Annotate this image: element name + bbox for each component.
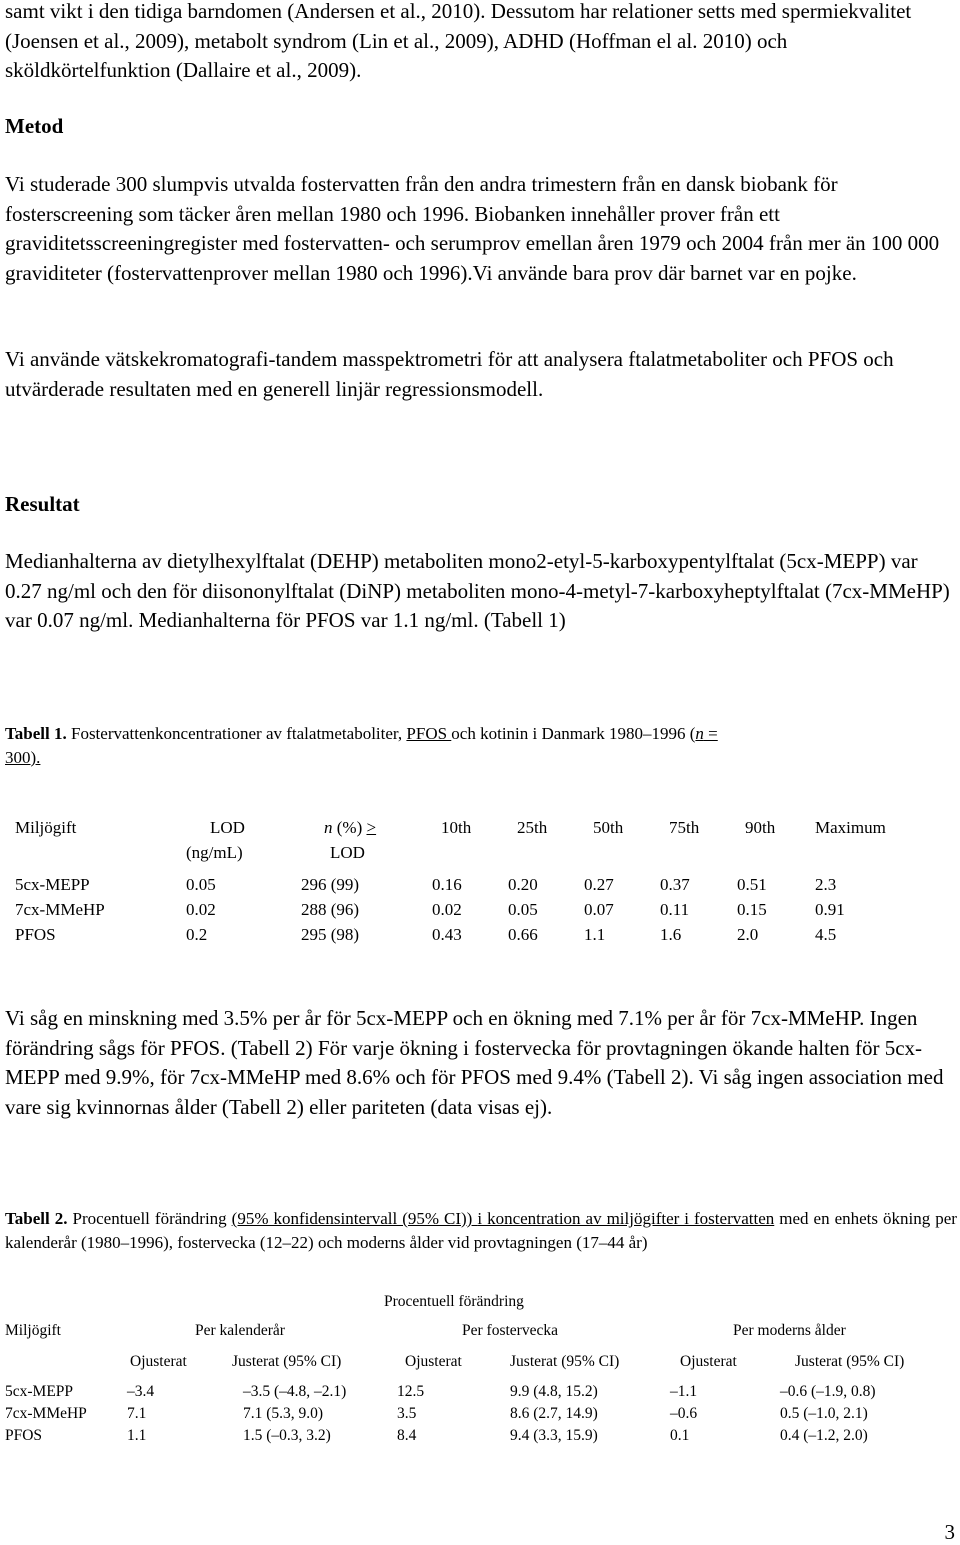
table-header-cell: Ojusterat [405,1353,462,1370]
metod-paragraph-1: Vi studerade 300 slumpvis utvalda fostervatten från den andra trimestern från en dansk biobank för fosterscreening som täcker åren mellan 1980 och 1996. Biobanken innehåller prover från ett graviditetsscreeningregister med fostervatten- och serumprov emellan åren 1979 och 2004 från mer än 100 000 graviditeter (fostervattenprover mellan 1980 och 1996).Vi använde bara prov där barnet var en pojke. [5,172,940,285]
table-cell: 0.37 [660,875,690,894]
table-header-cell: Ojusterat [680,1353,737,1370]
table-cell: 296 (99) [301,875,360,894]
table-group-header: Per kalenderår [195,1322,285,1339]
metod-paragraph-2: Vi använde vätskekromatografi-tandem masspektrometri för att analysera ftalatmetaboliter och PFOS och utvärderade resultaten med en generell linjär regressionsmodell. [5,347,894,401]
table-row-label: PFOS [5,1427,43,1444]
table-cell: 0.07 [584,900,614,919]
table-group-header: Per moderns ålder [733,1322,846,1339]
caption-text: med en enhets ökning per kalenderår (1980–1996), fostervecka (12–22) och moderns ålder vid provtagningen (17–44 år) [5,1209,957,1252]
table-row-label: 5cx-MEPP [5,1383,74,1400]
table-cell: 8.4 [397,1427,417,1444]
table-cell: –0.6 [670,1405,698,1422]
table-cell: 0.02 [432,900,462,919]
table-header-cell: Justerat (95% CI) [232,1353,342,1370]
table-row-label: 5cx-MEPP [15,875,90,894]
page-number: 3 [944,1520,955,1544]
table-cell: 3.5 [397,1405,417,1422]
table-cell: 0.27 [584,875,614,894]
table-header-cell: Miljögift [15,818,77,837]
resultat-paragraph-1: Medianhalterna av dietylhexylftalat (DEHP) metaboliten mono2-etyl-5-karboxypentylftalat (5cx-MEPP) var 0.27 ng/ml och den för diisononylftalat (DiNP) metaboliten mono-4-metyl-7-karboxyheptylftalat (7cx-MMeHP) var 0.07 ng/ml. Medianhalterna för PFOS var 1.1 ng/ml. (Tabell 1) [5,549,950,633]
table-cell: 0.1 [670,1427,690,1444]
table-cell: –3.4 [127,1383,155,1400]
table-cell: 1.5 (–0.3, 3.2) [243,1427,331,1444]
table-cell: 0.05 [186,875,216,894]
caption-text: Procentuell förändring [67,1209,232,1228]
table-cell: 9.4 (3.3, 15.9) [510,1427,598,1444]
table-cell: 288 (96) [301,900,360,919]
table-header-cell: Justerat (95% CI) [510,1353,620,1370]
table-cell: –3.5 (–4.8, –2.1) [243,1383,347,1400]
caption-text: i koncentration av miljögifter i fostervatten [477,1209,775,1228]
table-header-cell: LOD [330,843,365,862]
caption-text: PFOS [406,724,452,743]
table-row-label: 7cx-MMeHP [5,1405,87,1422]
table-cell: 7.1 [127,1405,147,1422]
table-cell: 0.02 [186,900,216,919]
section-heading-resultat: Resultat [5,492,80,516]
header-text: (%) [332,818,367,837]
table-header-cell: Maximum [815,818,886,837]
header-text: n [324,818,333,837]
table-cell: 1.6 [660,925,682,944]
table-cell: 295 (98) [301,925,360,944]
table-cell: 0.11 [660,900,690,919]
table-header-cell [324,818,376,838]
caption-text: = [703,724,718,743]
table-header-cell: 25th [517,818,548,837]
table-header-cell: 50th [593,818,624,837]
table-cell: 0.05 [508,900,538,919]
intro-paragraph: samt vikt i den tidiga barndomen (Andersen et al., 2010). Dessutom har relationer setts med spermiekvalitet (Joensen et al., 2009), metabolt syndrom (Lin et al., 2009), ADHD (Hoffman el al. 2010) och sköldkörtelfunktion (Dallaire et al., 2009). [5,0,912,83]
table-header-cell: Miljögift [5,1322,61,1339]
caption-text: och kotinin i Danmark 1980–1996 ( [451,724,696,743]
table-cell: 8.6 (2.7, 14.9) [510,1405,598,1422]
table-cell: 4.5 [815,925,837,944]
table-cell: 0.5 (–1.0, 2.1) [780,1405,868,1422]
table-cell: 1.1 [127,1427,147,1444]
table-cell: 0.16 [432,875,462,894]
table-cell: 12.5 [397,1383,425,1400]
table-cell: 0.4 (–1.2, 2.0) [780,1427,868,1444]
table-group-header: Per fostervecka [462,1322,558,1339]
table-cell: 0.91 [815,900,845,919]
table-cell: 0.66 [508,925,538,944]
table-cell: 0.43 [432,925,462,944]
table-cell: 0.51 [737,875,767,894]
table-header-cell: 75th [669,818,700,837]
table2-spanner: Procentuell förändring [384,1293,524,1310]
table-cell: 1.1 [584,925,606,944]
caption-text: n [695,724,704,743]
section-heading-metod: Metod [5,114,64,138]
caption-text: Fostervattenkoncentrationer av ftalatmetaboliter, [66,724,407,743]
table-cell: 2.0 [737,925,759,944]
table-row-label: PFOS [15,925,56,944]
table-header-cell: LOD [210,818,245,837]
table-cell: 2.3 [815,875,837,894]
table-cell: 7.1 (5.3, 9.0) [243,1405,324,1422]
resultat-paragraph-2: Vi såg en minskning med 3.5% per år för 5cx-MEPP och en ökning med 7.1% per år för 7cx-MMeHP. Ingen förändring sågs för PFOS. (Tabell 2) För varje ökning i fostervecka för provtagningen ökande halten för 5cx-MEPP med 9.9%, för 7cx-MMeHP med 8.6% och för PFOS med 9.4% (Tabell 2). Vi såg ingen association med vare sig kvinnornas ålder (Tabell 2) eller pariteten (data visas ej). [5,1006,944,1119]
caption-text: 300). [5,748,41,767]
table-header-cell: 10th [441,818,472,837]
header-text: > [366,818,377,837]
table-cell: 0.15 [737,900,767,919]
table-cell: 0.20 [508,875,538,894]
table-cell: 9.9 (4.8, 15.2) [510,1383,598,1400]
caption-text: (95% konfidensintervall (95% CI)) [231,1209,478,1228]
table-header-cell: (ng/mL) [186,843,243,862]
table-row-label: 7cx-MMeHP [15,900,105,919]
table-header-cell: 90th [745,818,776,837]
table-cell: –0.6 (–1.9, 0.8) [780,1383,876,1400]
table-cell: –1.1 [670,1383,698,1400]
table1-caption [5,722,957,770]
table-header-cell: Justerat (95% CI) [795,1353,905,1370]
table1-caption-label: Tabell 1. [5,724,67,743]
table-header-cell: Ojusterat [130,1353,187,1370]
table2-caption [5,1207,957,1255]
table2-caption-label: Tabell 2. [5,1209,68,1228]
table-cell: 0.2 [186,925,208,944]
